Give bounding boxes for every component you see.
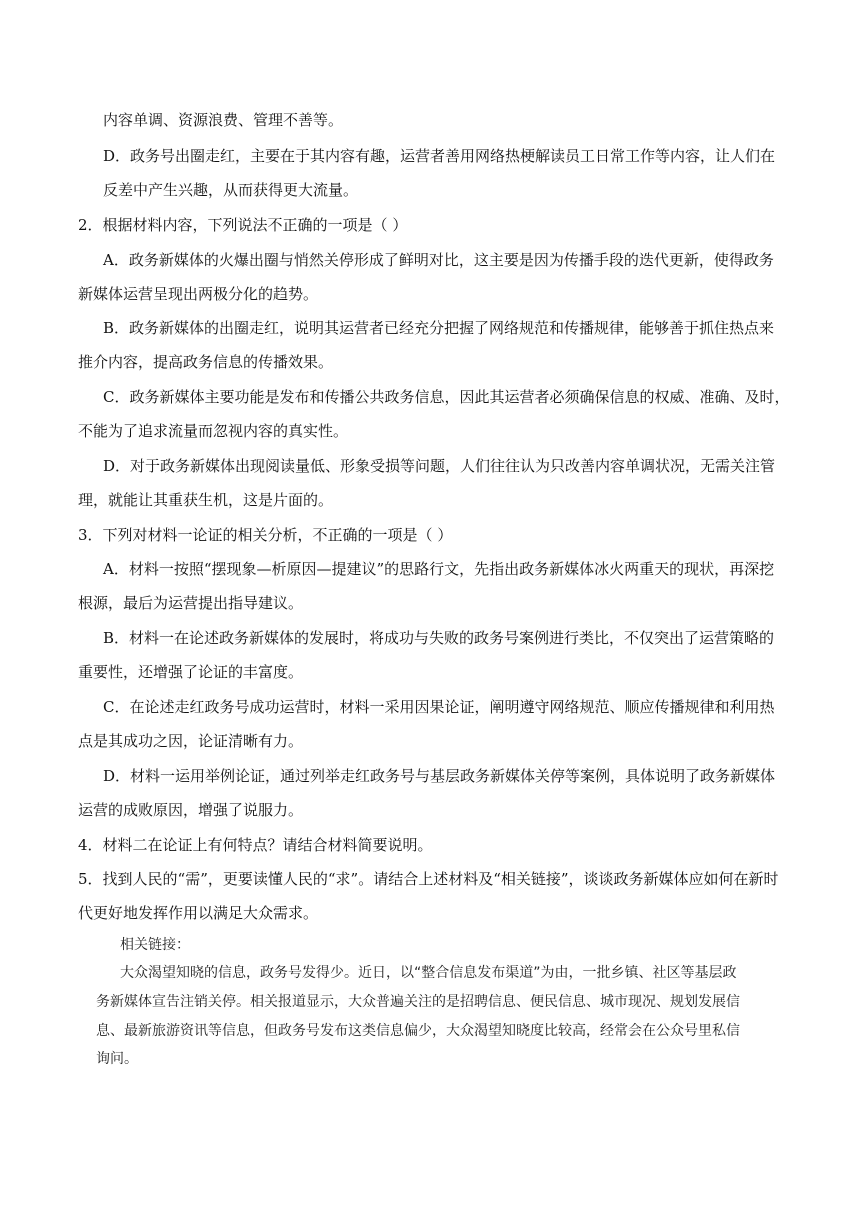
q2-option-d-continuation: 理，就能让其重获生机，这是片面的。 [78, 491, 334, 509]
q3-option-a-continuation: 根源，最后为运营提出指导建议。 [78, 594, 304, 612]
q3-option-a: A．材料一按照“摆现象—析原因—提建议”的思路行文，先指出政务新媒体冰火两重天的现状，再深挖 [103, 560, 775, 578]
related-link-paragraph-line-3: 息、最新旅游资讯等信息，但政务号发布这类信息偏少，大众渴望知晓度比较高，经常会在公众号里私信 [96, 1023, 740, 1039]
q3-option-c: C．在论述走红政务号成功运营时，材料一采用因果论证，阐明遵守网络规范、顺应传播规律和利用热 [103, 698, 775, 716]
question-4: 4．材料二在论证上有何特点？请结合材料简要说明。 [78, 836, 433, 854]
q1-option-d-continuation: 反差中产生兴趣，从而获得更大流量。 [103, 181, 359, 199]
related-link-title: 相关链接： [120, 937, 190, 953]
q2-option-a: A．政务新媒体的火爆出圈与悄然关停形成了鲜明对比，这主要是因为传播手段的迭代更新，使得政务 [103, 251, 774, 269]
question-2: 2．根据材料内容，下列说法不正确的一项是（ ） [78, 216, 408, 234]
q2-option-a-continuation: 新媒体运营呈现出两极分化的趋势。 [78, 285, 319, 303]
q1-option-d: D．政务号出圈走红，主要在于其内容有趣，运营者善用网络热梗解读员工日常工作等内容，让人们在 [103, 147, 776, 165]
q3-option-d-continuation: 运营的成败原因，增强了说服力。 [78, 801, 304, 819]
q3-option-b-continuation: 重要性，还增强了论证的丰富度。 [78, 663, 304, 681]
option-c-continuation: 内容单调、资源浪费、管理不善等。 [103, 111, 344, 129]
q2-option-b-continuation: 推介内容，提高政务信息的传播效果。 [78, 353, 334, 371]
related-link-paragraph-line-2: 务新媒体宣告注销关停。相关报道显示，大众普遍关注的是招聘信息、便民信息、城市现况、规划发展信 [96, 994, 740, 1010]
related-link-paragraph-line-1: 大众渴望知晓的信息，政务号发得少。近日，以“整合信息发布渠道”为由，一批乡镇、社区等基层政 [120, 965, 737, 981]
q2-option-b: B．政务新媒体的出圈走红，说明其运营者已经充分把握了网络规范和传播规律，能够善于抓住热点来 [103, 319, 775, 337]
q2-option-c-continuation: 不能为了追求流量而忽视内容的真实性。 [78, 422, 349, 440]
q2-option-c: C．政务新媒体主要功能是发布和传播公共政务信息，因此其运营者必须确保信息的权威、准确、及时， [103, 388, 790, 406]
q3-option-c-continuation: 点是其成功之因，论证清晰有力。 [78, 732, 304, 750]
q3-option-d: D．材料一运用举例论证，通过列举走红政务号与基层政务新媒体关停等案例，具体说明了政务新媒体 [103, 767, 776, 785]
question-5-continuation: 代更好地发挥作用以满足大众需求。 [78, 904, 319, 922]
q3-option-b: B．材料一在论述政务新媒体的发展时，将成功与失败的政务号案例进行类比，不仅突出了运营策略的 [103, 629, 775, 647]
question-5: 5．找到人民的“需”，更要读懂人民的“求”。请结合上述材料及“相关链接”，谈谈政务新媒体应如何在新时 [78, 870, 779, 888]
q2-option-d: D．对于政务新媒体出现阅读量低、形象受损等问题，人们往往认为只改善内容单调状况，无需关注管 [103, 457, 776, 475]
question-3: 3．下列对材料一论证的相关分析，不正确的一项是（ ） [78, 526, 453, 544]
related-link-paragraph-line-4: 询问。 [96, 1051, 138, 1067]
